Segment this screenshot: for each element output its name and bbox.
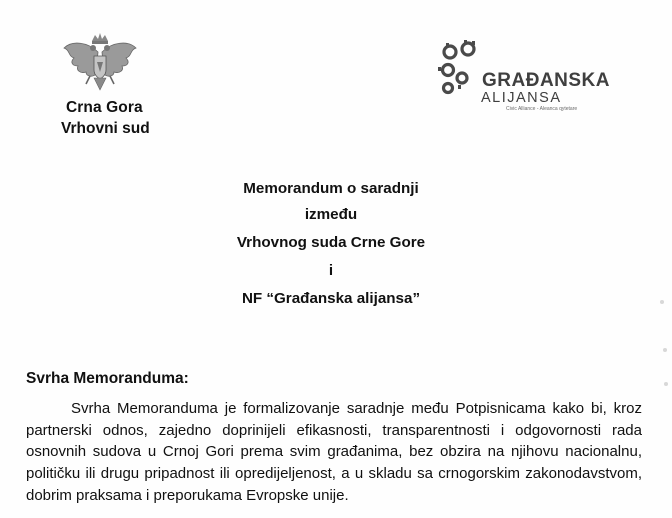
partner-logo-subtitle: Civic Alliance - Aleanca qytetare — [506, 106, 578, 112]
scan-artifact — [663, 348, 667, 352]
title-party-two: NF “Građanska alijansa” — [241, 290, 421, 307]
memorandum-title: Memorandum o saradnji — [243, 180, 419, 197]
partner-logo-name-second: ALIJANSA — [481, 90, 562, 106]
scan-artifact — [660, 300, 664, 304]
section-paragraph: Svrha Memoranduma je formalizovanje saradnje među Potpisnicama kako bi, kroz partnerski odnos, zajedno doprinijeli efikasnosti, transparentnosti i odgovornosti rada osnovnih sudova u Crnoj Gori prema svim građanima, bez obzira na njihovu nacionalnu, političku ili drugu pripadnost ili opredijeljenost, a u skladu sa crnogorskim zakonodavstvom, dobrim praksama i preporukama Evropske unije. — [26, 400, 642, 504]
scan-artifact — [664, 382, 668, 386]
section-heading: Svrha Memoranduma: — [26, 370, 189, 387]
gear-circles-logo-icon — [438, 40, 486, 96]
issuer-country: Crna Gora — [66, 99, 143, 116]
partner-logo-name: GRAĐANSKA — [482, 70, 610, 91]
title-party-one: Vrhovnog suda Crne Gore — [236, 234, 426, 251]
title-and: i — [328, 262, 334, 279]
issuer-court: Vrhovni sud — [61, 120, 150, 137]
montenegro-coat-of-arms-icon — [60, 32, 140, 96]
title-between: između — [304, 206, 358, 223]
